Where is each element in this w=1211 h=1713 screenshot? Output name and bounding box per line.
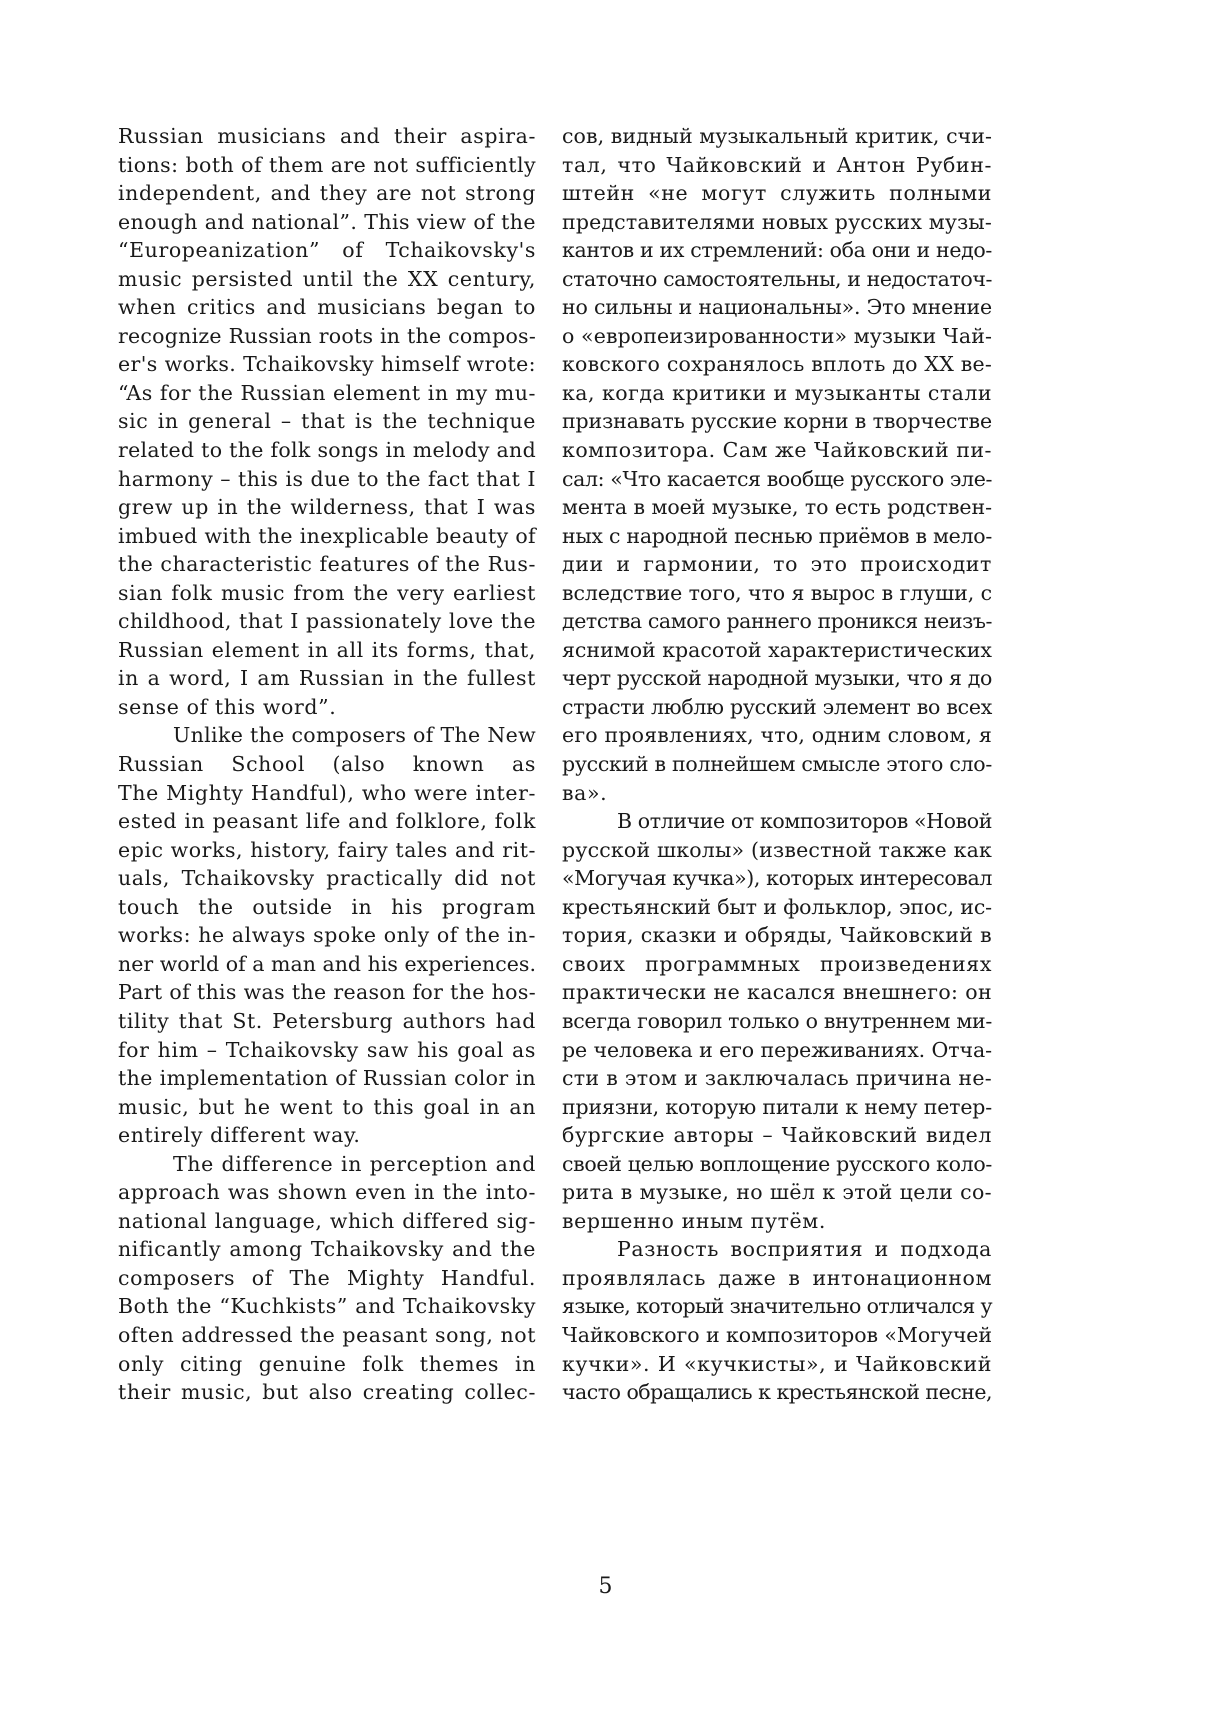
text-line: the implementation of Russian color in	[118, 1066, 536, 1091]
text-line: tions: both of them are not sufficiently	[118, 152, 536, 177]
text-line: grew up in the wilderness, that I was	[118, 495, 536, 520]
text-line: приязни, которую питали к нему петер-	[562, 1094, 992, 1119]
text-line: практически не касался внешнего: он	[562, 980, 992, 1005]
text-line: рита в музыке, но шёл к этой цели со-	[562, 1180, 992, 1205]
text-line: Part of this was the reason for the hos-	[118, 980, 536, 1005]
text-line: for him – Tchaikovsky saw his goal as	[118, 1037, 536, 1062]
text-line: national language, which differed sig-	[118, 1208, 536, 1233]
text-line: о «европеизированности» музыки Чай-	[562, 323, 992, 348]
text-line: часто обращались к крестьянской песне,	[562, 1380, 992, 1405]
text-line: ner world of a man and his experiences.	[118, 951, 536, 976]
text-line: epic works, history, fairy tales and rit-	[118, 837, 536, 862]
text-line: harmony – this is due to the fact that I	[118, 466, 536, 491]
text-line: only citing genuine folk themes in	[118, 1351, 536, 1376]
text-line: русской школы» (известной также как	[562, 837, 992, 862]
text-line: тал, что Чайковский и Антон Рубин-	[562, 152, 992, 177]
text-line: Russian musicians and their aspira-	[118, 124, 536, 148]
text-line: recognize Russian roots in the compos-	[118, 323, 536, 348]
text-line: его проявлениях, что, одним словом, я	[562, 723, 992, 748]
text-line: composers of The Mighty Handful.	[118, 1265, 536, 1290]
text-line: in a word, I am Russian in the fullest	[118, 666, 536, 691]
text-line: признавать русские корни в творчестве	[562, 409, 992, 434]
text-line: тория, сказки и обряды, Чайковский в	[562, 923, 992, 948]
text-line: мента в моей музыке, то есть родствен-	[562, 495, 992, 520]
text-line: music persisted until the XX century,	[118, 266, 536, 291]
text-line: Разность восприятия и подхода	[617, 1237, 992, 1262]
russian-text-column	[562, 122, 992, 1407]
text-line: sian folk music from the very earliest	[118, 580, 536, 605]
text-line: детства самого раннего проникся неизъ-	[562, 609, 992, 634]
text-line: Russian School (also known as	[118, 752, 536, 777]
text-line: сал: «Что касается вообще русского эле-	[562, 466, 992, 491]
text-line: штейн «не могут служить полными	[562, 181, 992, 206]
text-line: вершенно иным путём.	[562, 1208, 826, 1233]
text-line: вследствие того, что я вырос в глуши, с	[562, 580, 992, 605]
text-line: ка, когда критики и музыканты стали	[562, 380, 992, 405]
text-line: сов, видный музыкальный критик, счи-	[562, 124, 992, 148]
text-line: Russian element in all its forms, that,	[118, 637, 536, 662]
text-line: дии и гармонии, то это происходит	[562, 552, 992, 577]
text-line: er's works. Tchaikovsky himself wrote:	[118, 352, 536, 377]
text-line: своих программных произведениях	[562, 951, 992, 976]
text-line: independent, and they are not strong	[118, 181, 536, 206]
text-line: ных с народной песнью приёмов в мело-	[562, 523, 992, 548]
text-line: The difference in perception and	[173, 1151, 536, 1176]
text-line: «Могучая кучка»), которых интересовал	[562, 866, 992, 891]
text-line: но сильны и национальны». Это мнение	[562, 295, 992, 320]
text-line: childhood, that I passionately love the	[118, 609, 536, 634]
text-line: бургские авторы – Чайковский видел	[562, 1123, 992, 1148]
text-line: русский в полнейшем смысле этого сло-	[562, 752, 992, 777]
text-line: entirely different way.	[118, 1123, 361, 1148]
text-line: всегда говорил только о внутреннем ми-	[562, 1008, 992, 1033]
text-line: кучки». И «кучкисты», и Чайковский	[562, 1351, 992, 1376]
text-line: сти в этом и заключалась причина не-	[562, 1066, 992, 1091]
text-line: works: he always spoke only of the in-	[118, 923, 536, 948]
page-number: 5	[598, 1574, 613, 1599]
text-line: Чайковского и композиторов «Могучей	[562, 1322, 992, 1347]
english-text-column	[118, 122, 536, 1407]
text-line: ре человека и его переживаниях. Отча-	[562, 1037, 992, 1062]
text-line: sense of this word”.	[118, 694, 337, 719]
text-line: Both the “Kuchkists” and Tchaikovsky	[118, 1294, 536, 1319]
text-line: nificantly among Tchaikovsky and the	[118, 1237, 536, 1262]
text-line: uals, Tchaikovsky practically did not	[118, 866, 536, 891]
text-line: Unlike the composers of The New	[173, 723, 536, 748]
text-line: ested in peasant life and folklore, folk	[118, 809, 536, 834]
text-line: music, but he went to this goal in an	[118, 1094, 536, 1119]
text-line: The Mighty Handful), who were inter-	[118, 780, 536, 805]
text-line: ва».	[562, 780, 608, 805]
text-line: often addressed the peasant song, not	[118, 1322, 536, 1347]
text-line: “As for the Russian element in my mu-	[118, 380, 536, 405]
text-line: статочно самостоятельны, и недостаточ-	[562, 266, 992, 291]
text-line: their music, but also creating collec-	[118, 1380, 536, 1405]
text-line: представителями новых русских музы-	[562, 209, 992, 234]
text-line: sic in general – that is the technique	[118, 409, 536, 434]
text-line: “Europeanization” of Tchaikovsky's	[118, 238, 536, 263]
text-line: when critics and musicians began to	[118, 295, 536, 320]
text-line: ковского сохранялось вплоть до XX ве-	[562, 352, 992, 377]
text-line: tility that St. Petersburg authors had	[118, 1008, 536, 1033]
text-line: кантов и их стремлений: оба они и недо-	[562, 238, 992, 263]
text-line: страсти люблю русский элемент во всех	[562, 694, 992, 719]
text-line: enough and national”. This view of the	[118, 209, 536, 234]
text-line: imbued with the inexplicable beauty of	[118, 523, 536, 548]
text-line: В отличие от композиторов «Новой	[617, 809, 992, 834]
text-line: языке, который значительно отличался у	[562, 1294, 992, 1319]
text-line: своей целью воплощение русского коло-	[562, 1151, 992, 1176]
text-line: проявлялась даже в интонационном	[562, 1265, 992, 1290]
text-line: черт русской народной музыки, что я до	[562, 666, 992, 691]
text-line: the characteristic features of the Rus-	[118, 552, 536, 577]
text-line: approach was shown even in the into-	[118, 1180, 536, 1205]
text-line: яснимой красотой характеристических	[562, 637, 992, 662]
text-line: композитора. Сам же Чайковский пи-	[562, 438, 992, 463]
text-line: крестьянский быт и фольклор, эпос, ис-	[562, 894, 992, 919]
text-line: related to the folk songs in melody and	[118, 438, 536, 463]
text-line: touch the outside in his program	[118, 894, 536, 919]
